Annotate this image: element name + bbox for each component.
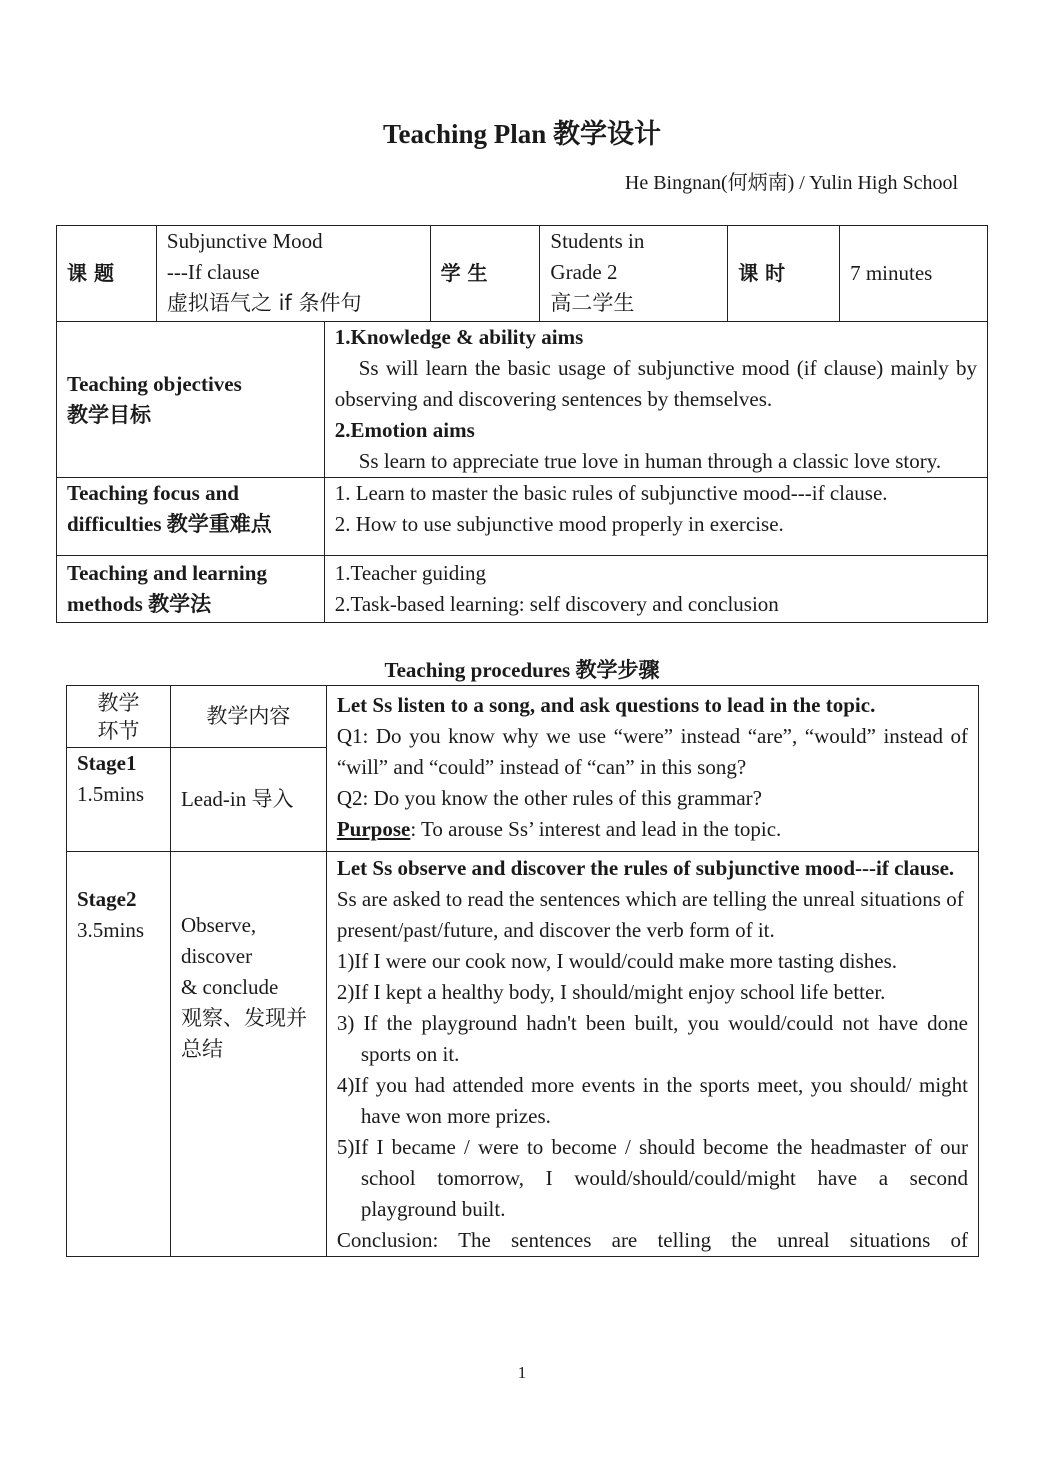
stage2-time: 3.5mins — [77, 918, 145, 942]
info-row — [57, 226, 988, 322]
methods-item: 2.Task-based learning: self discovery and conclusion — [334, 592, 779, 616]
stage1-name: Stage1 — [77, 751, 137, 775]
stage1-name-cell — [67, 748, 171, 852]
focus-item: 2. How to use subjunctive mood properly in exercise. — [334, 512, 784, 536]
col-stage-line: 环节 — [97, 718, 140, 743]
stage1-time: 1.5mins — [77, 782, 145, 806]
stage1-content: Lead-in 导入 — [170, 748, 326, 852]
aim2-text: Ss learn to appreciate true love in human through a classic love story. — [358, 449, 942, 473]
students-label: 学 生 — [430, 226, 540, 322]
time-value: 7 minutes — [840, 226, 988, 322]
objectives-label-cn: 教学目标 — [67, 402, 151, 427]
stage1-q2: Q2: Do you know the other rules of this grammar? — [336, 786, 762, 810]
methods-row — [57, 556, 988, 623]
students-line: Grade 2 — [550, 260, 618, 284]
students-line: 高二学生 — [550, 291, 635, 315]
stage2-content-line: Observe, — [180, 913, 257, 937]
objectives-row — [57, 322, 988, 478]
procedures-header-row — [67, 686, 979, 748]
col-stage-header — [67, 686, 171, 748]
stage2-intro: Ss are asked to read the sentences which are telling the unreal situations of present/past/future, and discover the verb form of it. — [336, 887, 964, 942]
example-sentence: 4)If you had attended more events in the sports meet, you should/ might have won more prizes. — [336, 1073, 968, 1128]
topic-line: 虚拟语气之 if 条件句 — [166, 291, 362, 315]
stage2-details — [326, 852, 978, 1257]
example-sentence: 5)If I became / were to become / should become the headmaster of our school tomorrow, I would/should/could/might have a second playground built. — [336, 1135, 968, 1221]
page-number: 1 — [517, 1363, 527, 1382]
purpose-label: Purpose — [336, 817, 411, 841]
stage2-content-line: & conclude — [180, 975, 279, 999]
focus-label-line: difficulties 教学重难点 — [67, 512, 272, 536]
students-value — [540, 226, 728, 322]
aim1-title: 1.Knowledge & ability aims — [334, 325, 584, 349]
stage2-content — [170, 852, 326, 1257]
methods-label-line: methods 教学法 — [67, 592, 212, 616]
focus-content — [324, 478, 987, 556]
stage1-purpose — [337, 814, 968, 845]
focus-row — [57, 478, 988, 556]
focus-label — [57, 478, 325, 556]
author-line: He Bingnan(何炳南) / Yulin High School — [624, 172, 958, 194]
col-stage-line: 教学 — [97, 690, 140, 715]
time-label: 课 时 — [728, 226, 840, 322]
methods-label — [57, 556, 325, 623]
example-sentence: 2)If I kept a healthy body, I should/might enjoy school life better. — [336, 980, 886, 1004]
topic-value — [156, 226, 430, 322]
focus-label-line: Teaching focus and — [67, 481, 239, 505]
aim1-text: Ss will learn the basic usage of subjunctive mood (if clause) mainly by observing and discovering sentences by themselves. — [334, 356, 977, 411]
stage2-content-line: discover — [180, 944, 253, 968]
example-sentence: 3) If the playground hadn't been built, you would/could not have done sports on it. — [336, 1011, 968, 1066]
stage2-conclusion: Conclusion: The sentences are telling the unreal situations of — [336, 1228, 968, 1252]
methods-label-line: Teaching and learning — [67, 561, 267, 585]
methods-item: 1.Teacher guiding — [334, 561, 487, 585]
stage2-name-cell — [67, 852, 171, 1257]
stage1-details — [326, 686, 978, 852]
example-sentence: 1)If I were our cook now, I would/could make more tasting dishes. — [336, 949, 898, 973]
objectives-label — [57, 322, 325, 478]
info-table — [56, 225, 988, 623]
stage1-heading: Let Ss listen to a song, and ask questions to lead in the topic. — [336, 693, 876, 717]
objectives-content — [324, 322, 987, 478]
procedures-table — [66, 685, 979, 1257]
topic-label: 课 题 — [57, 226, 157, 322]
students-line: Students in — [550, 229, 645, 253]
focus-item: 1. Learn to master the basic rules of subjunctive mood---if clause. — [334, 481, 888, 505]
purpose-text: : To arouse Ss’ interest and lead in the topic. — [410, 817, 782, 841]
stage2-heading: Let Ss observe and discover the rules of subjunctive mood---if clause. — [336, 856, 955, 880]
stage2-content-line: 观察、发现并 — [180, 1006, 307, 1030]
stage1-q1: Q1: Do you know why we use “were” instead “are”, “would” instead of “will” and “could” instead of “can” in this song? — [336, 724, 968, 779]
procedures-title: Teaching procedures 教学步骤 — [384, 658, 660, 682]
methods-content — [324, 556, 987, 623]
stage2-content-line: 总结 — [180, 1037, 223, 1061]
stage2-name: Stage2 — [77, 887, 137, 911]
page-title: Teaching Plan 教学设计 — [382, 119, 662, 149]
aim2-title: 2.Emotion aims — [334, 418, 475, 442]
topic-line: ---If clause — [166, 260, 260, 284]
col-content-header: 教学内容 — [170, 686, 326, 748]
objectives-label-en: Teaching objectives — [67, 371, 242, 396]
stage2-row — [67, 852, 979, 1257]
topic-line: Subjunctive Mood — [166, 229, 323, 253]
